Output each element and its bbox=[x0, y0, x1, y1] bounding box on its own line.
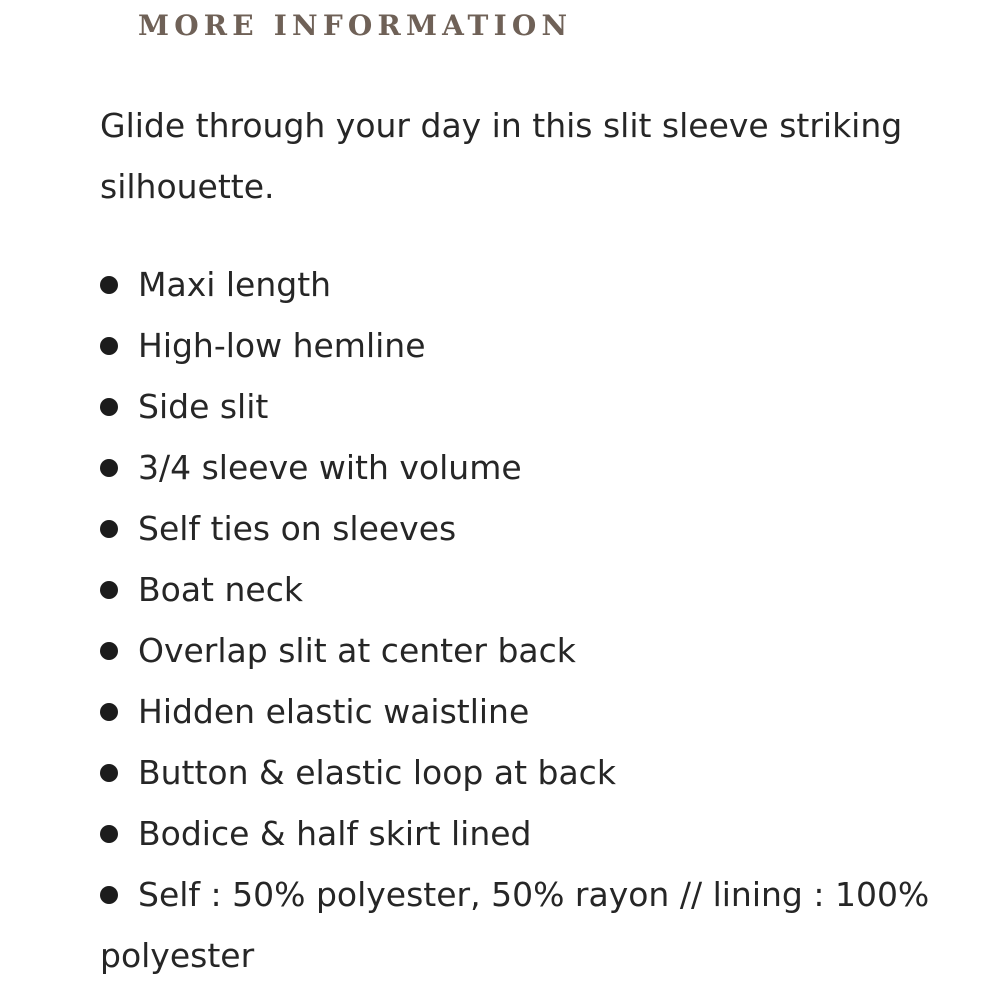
feature-text: Overlap slit at center back bbox=[138, 631, 576, 670]
feature-text: Boat neck bbox=[138, 570, 303, 609]
list-item bbox=[100, 559, 960, 620]
list-item bbox=[100, 376, 960, 437]
list-item bbox=[100, 620, 960, 681]
bullet-icon bbox=[100, 886, 118, 904]
more-information-header[interactable] bbox=[138, 6, 918, 46]
feature-text: High-low hemline bbox=[138, 326, 426, 365]
feature-text: Self : 50% polyester, 50% rayon // lining : 100% polyester bbox=[100, 875, 930, 975]
bullet-icon bbox=[100, 276, 118, 294]
bullet-icon bbox=[100, 581, 118, 599]
bullet-icon bbox=[100, 642, 118, 660]
feature-text: 3/4 sleeve with volume bbox=[138, 448, 522, 487]
section-title: MORE INFORMATION bbox=[138, 9, 573, 42]
bullet-icon bbox=[100, 825, 118, 843]
list-item bbox=[100, 254, 960, 315]
feature-text: Hidden elastic waistline bbox=[138, 692, 530, 731]
list-item bbox=[100, 498, 960, 559]
list-item bbox=[100, 803, 960, 864]
feature-list bbox=[100, 254, 960, 986]
bullet-icon bbox=[100, 337, 118, 355]
bullet-icon bbox=[100, 703, 118, 721]
bullet-icon bbox=[100, 459, 118, 477]
feature-text: Bodice & half skirt lined bbox=[138, 814, 532, 853]
feature-text: Button & elastic loop at back bbox=[138, 753, 616, 792]
list-item bbox=[100, 742, 960, 803]
bullet-icon bbox=[100, 398, 118, 416]
bullet-icon bbox=[100, 764, 118, 782]
bullet-icon bbox=[100, 520, 118, 538]
list-item bbox=[100, 437, 960, 498]
feature-text: Self ties on sleeves bbox=[138, 509, 457, 548]
list-item bbox=[100, 864, 960, 986]
feature-text: Maxi length bbox=[138, 265, 332, 304]
feature-text: Side slit bbox=[138, 387, 269, 426]
list-item bbox=[100, 681, 960, 742]
product-description: Glide through your day in this slit sleeve striking silhouette. bbox=[100, 106, 903, 206]
list-item bbox=[100, 315, 960, 376]
